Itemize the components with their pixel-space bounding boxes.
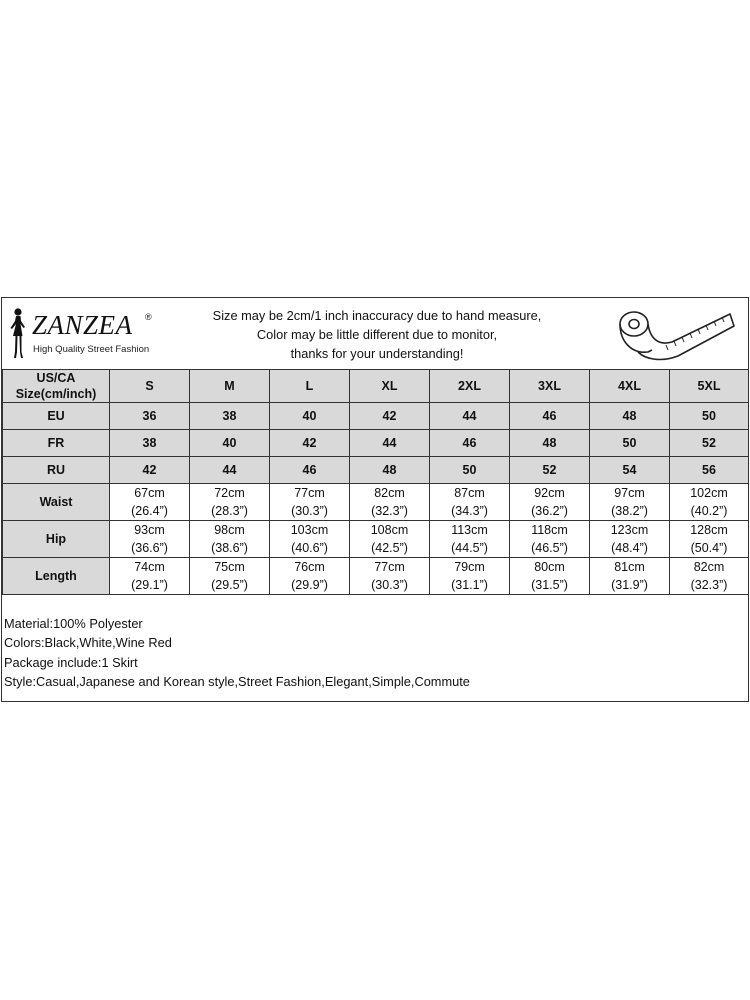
inch-value: (36.2”) — [531, 504, 568, 518]
table-cell: 48 — [350, 457, 430, 484]
cm-value: 72cm — [214, 486, 245, 500]
inch-value: (32.3”) — [371, 504, 408, 518]
table-cell — [590, 558, 670, 595]
size-header-cell: XL — [350, 370, 430, 403]
cm-value: 97cm — [614, 486, 645, 500]
table-cell: 42 — [270, 430, 350, 457]
cm-value: 92cm — [534, 486, 565, 500]
cm-value: 128cm — [690, 523, 728, 537]
product-info — [4, 614, 470, 691]
row-label: EU — [3, 403, 110, 430]
measurement-notice — [192, 306, 562, 363]
table-cell — [110, 521, 190, 558]
table-cell — [270, 558, 350, 595]
inch-value: (31.1”) — [451, 578, 488, 592]
inch-value: (29.5”) — [211, 578, 248, 592]
table-cell — [430, 558, 510, 595]
cm-value: 82cm — [693, 560, 725, 574]
inch-value: (31.9”) — [611, 578, 648, 592]
table-cell — [190, 558, 270, 595]
table-cell: 52 — [510, 457, 590, 484]
cm-value: 87cm — [454, 486, 485, 500]
measuring-tape-icon — [612, 302, 738, 364]
cm-value: 74cm — [134, 560, 165, 574]
table-cell: 50 — [670, 403, 749, 430]
inch-value: (40.2”) — [690, 504, 728, 518]
table-cell — [350, 484, 430, 521]
inch-value: (32.3”) — [690, 578, 728, 592]
table-row — [3, 521, 749, 558]
table-row — [3, 558, 749, 595]
inch-value: (31.5”) — [531, 578, 568, 592]
table-cell — [110, 484, 190, 521]
table-cell: 48 — [590, 403, 670, 430]
brand-logo — [6, 304, 166, 362]
table-cell: 46 — [510, 403, 590, 430]
cm-value: 102cm — [690, 486, 728, 500]
size-table — [2, 369, 749, 595]
inch-value: (29.1”) — [131, 578, 168, 592]
cm-value: 103cm — [290, 523, 329, 537]
inch-value: (46.5”) — [531, 541, 568, 555]
inch-value: (48.4”) — [611, 541, 648, 555]
size-header-cell: M — [190, 370, 270, 403]
brand-tagline: High Quality Street Fashion — [33, 344, 150, 355]
table-row — [3, 403, 749, 430]
inch-value: (38.2”) — [611, 504, 648, 518]
style-line: Style:Casual,Japanese and Korean style,Street Fashion,Elegant,Simple,Commute — [4, 673, 470, 689]
woman-silhouette-icon — [6, 306, 32, 360]
cm-value: 82cm — [374, 486, 405, 500]
table-cell: 44 — [190, 457, 270, 484]
cm-value: 93cm — [134, 523, 165, 537]
table-cell — [510, 521, 590, 558]
cm-value: 75cm — [214, 560, 245, 574]
table-cell: 50 — [590, 430, 670, 457]
cm-value: 67cm — [134, 486, 165, 500]
row-label: Hip — [3, 521, 110, 558]
table-cell — [590, 484, 670, 521]
brand-wordmark: ZANZEA — [32, 310, 133, 340]
cm-value: 77cm — [294, 486, 325, 500]
inch-value: (38.6”) — [211, 541, 248, 555]
table-cell: 44 — [350, 430, 430, 457]
registered-mark: ® — [145, 312, 152, 322]
corner-label — [3, 370, 110, 403]
table-cell: 50 — [430, 457, 510, 484]
colors-line: Colors:Black,White,Wine Red — [4, 635, 172, 651]
table-row — [3, 484, 749, 521]
size-header-row — [3, 370, 749, 403]
table-cell — [270, 521, 350, 558]
table-cell: 54 — [590, 457, 670, 484]
table-cell: 40 — [270, 403, 350, 430]
inch-value: (30.3”) — [291, 504, 328, 518]
corner-label-line: Size(cm/inch) — [15, 387, 97, 401]
table-cell — [510, 484, 590, 521]
table-row — [3, 430, 749, 457]
cm-value: 118cm — [531, 523, 568, 537]
inch-value: (26.4”) — [131, 504, 168, 518]
table-cell — [350, 558, 430, 595]
inch-value: (44.5”) — [451, 541, 488, 555]
inch-value: (30.3”) — [371, 578, 408, 592]
row-label: Waist — [3, 484, 110, 521]
size-header-cell: S — [110, 370, 190, 403]
inch-value: (34.3”) — [451, 504, 488, 518]
table-cell — [190, 484, 270, 521]
size-header-cell: L — [270, 370, 350, 403]
inch-value: (42.5”) — [371, 541, 408, 555]
table-cell — [270, 484, 350, 521]
table-cell: 44 — [430, 403, 510, 430]
table-cell — [670, 521, 749, 558]
inch-value: (28.3”) — [211, 504, 248, 518]
cm-value: 108cm — [370, 523, 409, 537]
row-label: Length — [3, 558, 110, 595]
table-cell — [350, 521, 430, 558]
table-cell: 38 — [190, 403, 270, 430]
notice-line: Size may be 2cm/1 inch inaccuracy due to hand measure, — [212, 308, 542, 323]
size-header-cell: 5XL — [670, 370, 749, 403]
inch-value: (29.9”) — [291, 578, 328, 592]
cm-value: 79cm — [454, 560, 485, 574]
cm-value: 81cm — [614, 560, 645, 574]
table-cell — [670, 484, 749, 521]
table-cell — [190, 521, 270, 558]
cm-value: 76cm — [294, 560, 325, 574]
cm-value: 123cm — [610, 523, 649, 537]
table-cell — [670, 558, 749, 595]
size-header-cell: 2XL — [430, 370, 510, 403]
table-cell: 46 — [270, 457, 350, 484]
row-label: RU — [3, 457, 110, 484]
package-line: Package include:1 Skirt — [4, 654, 138, 670]
inch-value: (36.6”) — [131, 541, 168, 555]
size-header-cell: 3XL — [510, 370, 590, 403]
cm-value: 77cm — [374, 560, 405, 574]
size-chart-header — [2, 298, 748, 369]
table-cell — [430, 484, 510, 521]
table-cell: 56 — [670, 457, 749, 484]
table-cell: 40 — [190, 430, 270, 457]
table-cell — [110, 558, 190, 595]
cm-value: 80cm — [534, 560, 565, 574]
corner-label-line: US/CA — [36, 371, 76, 385]
table-cell: 46 — [430, 430, 510, 457]
cm-value: 98cm — [214, 523, 245, 537]
table-row — [3, 457, 749, 484]
table-cell: 38 — [110, 430, 190, 457]
table-cell: 36 — [110, 403, 190, 430]
size-header-cell: 4XL — [590, 370, 670, 403]
table-cell — [430, 521, 510, 558]
table-cell: 52 — [670, 430, 749, 457]
table-cell: 48 — [510, 430, 590, 457]
table-cell: 42 — [110, 457, 190, 484]
table-cell — [510, 558, 590, 595]
inch-value: (50.4”) — [690, 541, 728, 555]
material-line: Material:100% Polyester — [4, 616, 143, 631]
notice-line: thanks for your understanding! — [290, 346, 464, 361]
notice-line: Color may be little different due to monitor, — [256, 327, 498, 342]
cm-value: 113cm — [451, 523, 488, 537]
table-cell: 42 — [350, 403, 430, 430]
row-label: FR — [3, 430, 110, 457]
size-chart — [1, 297, 749, 702]
table-cell — [590, 521, 670, 558]
inch-value: (40.6”) — [291, 541, 328, 555]
